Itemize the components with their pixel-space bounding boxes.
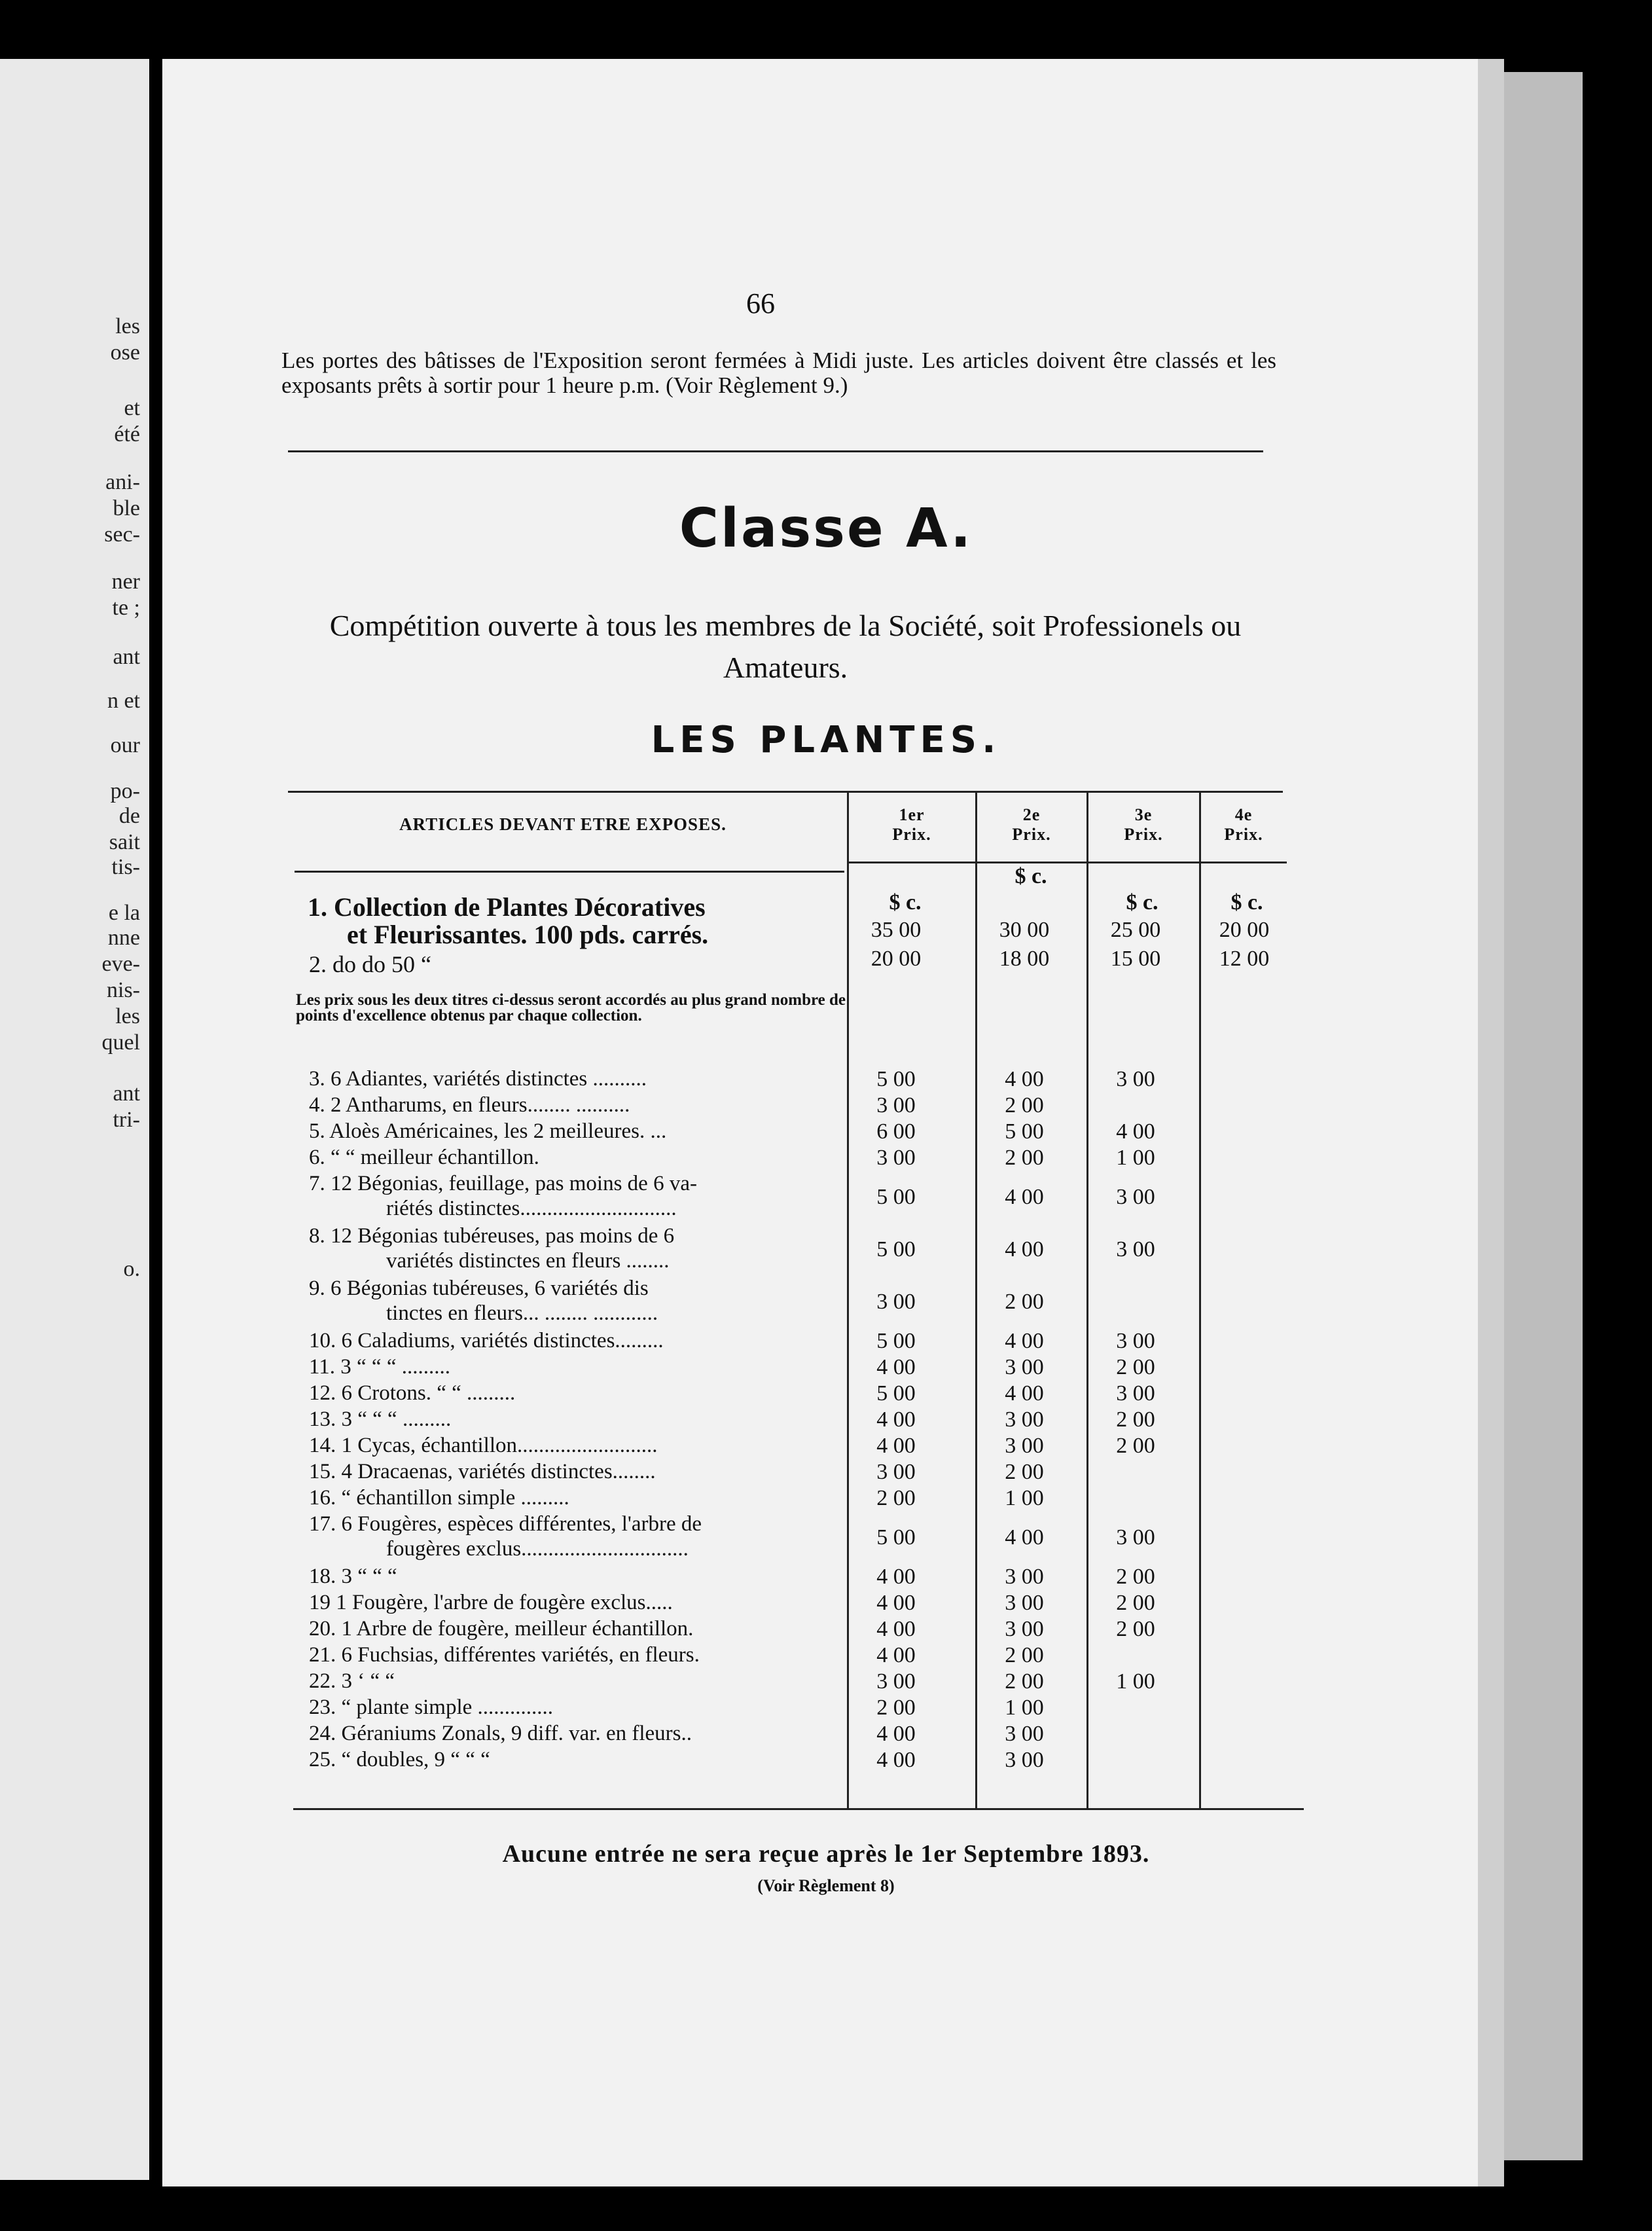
prize-value: 1 00: [1005, 1696, 1044, 1720]
collection-note: Les prix sous les deux titres ci-dessus seront accordés au plus grand nombre de points d'excellence obtenus par chaque collection.: [296, 991, 846, 1025]
prize-value: 4 00: [876, 1748, 916, 1772]
row-label: 18. 3 “ “ “: [309, 1565, 397, 1588]
prize-value: 3 00: [1116, 1237, 1155, 1261]
prize-value: 4 00: [876, 1591, 916, 1615]
prize-word: Prix.: [892, 825, 931, 844]
prize-value: 5 00: [876, 1381, 916, 1406]
row-label: 12. 6 Crotons. “ “ .........: [309, 1381, 516, 1405]
deadline-reference: (Voir Règlement 8): [757, 1876, 895, 1895]
articles-header: ARTICLES DEVANT ETRE EXPOSES.: [399, 814, 727, 834]
prize-value: 35 00: [871, 918, 922, 942]
currency-mark: $ c.: [889, 890, 922, 915]
row-label: 16. “ échantillon simple .........: [309, 1486, 569, 1510]
left-page-fragment: po-: [110, 779, 140, 803]
prize-value: 3 00: [1116, 1185, 1155, 1209]
prize-value: 20 00: [871, 947, 922, 971]
prize-value: 30 00: [999, 918, 1050, 942]
prize-header-2: [979, 805, 1084, 844]
prize-value: 5 00: [876, 1067, 916, 1091]
prize-value: 4 00: [876, 1355, 916, 1379]
row-label-cont: variétés distinctes en fleurs ........: [386, 1249, 670, 1273]
row-label-2: 2. do do 50 “: [309, 951, 431, 977]
prize-value: 18 00: [999, 947, 1050, 971]
row-label: 24. Géraniums Zonals, 9 diff. var. en fleurs..: [309, 1722, 692, 1745]
prize-value: 3 00: [1116, 1525, 1155, 1550]
divider: [288, 450, 1263, 452]
prize-value: 4 00: [1116, 1119, 1155, 1144]
row-label: 25. “ doubles, 9 “ “ “: [309, 1748, 490, 1771]
currency-mark: $ c.: [1230, 890, 1263, 915]
prize-value: 25 00: [1110, 918, 1161, 942]
row-label: 7. 12 Bégonias, feuillage, pas moins de 6 va-: [309, 1172, 697, 1195]
column-rule: [847, 791, 849, 1809]
prize-value: 5 00: [876, 1237, 916, 1261]
prize-value: 2 00: [1005, 1146, 1044, 1170]
prize-ordinal: 4e: [1234, 805, 1253, 824]
prize-value: 2 00: [1116, 1407, 1155, 1432]
left-page-fragment: de: [118, 804, 140, 828]
row-label: 6. “ “ meilleur échantillon.: [309, 1146, 539, 1169]
prize-value: 5 00: [876, 1185, 916, 1209]
prize-value: 2 00: [1116, 1591, 1155, 1615]
class-heading: Classe A.: [679, 498, 973, 560]
prize-value: 2 00: [876, 1696, 916, 1720]
prize-value: 4 00: [876, 1565, 916, 1589]
row-label: 14. 1 Cycas, échantillon..........................: [309, 1434, 658, 1457]
prize-value: 3 00: [1005, 1722, 1044, 1746]
left-page-fragment: ose: [110, 340, 140, 365]
prize-value: 3 00: [1005, 1591, 1044, 1615]
row-label: 3. 6 Adiantes, variétés distinctes ..........: [309, 1067, 647, 1091]
prize-value: 2 00: [876, 1486, 916, 1510]
left-page-fragment: ant: [113, 645, 140, 669]
row-label-cont: riétés distinctes.............................: [386, 1197, 677, 1220]
row-label: 17. 6 Fougères, espèces différentes, l'arbre de: [309, 1512, 702, 1536]
row-label: 21. 6 Fuchsias, différentes variétés, en fleurs.: [309, 1643, 700, 1667]
left-page-fragment: nis-: [107, 978, 140, 1002]
prize-value: 4 00: [876, 1434, 916, 1458]
prize-ordinal: 3e: [1134, 805, 1153, 824]
prize-value: 3 00: [1005, 1407, 1044, 1432]
prize-value: 3 00: [876, 1460, 916, 1484]
prize-word: Prix.: [1224, 825, 1263, 844]
prize-value: 4 00: [1005, 1381, 1044, 1406]
prize-value: 3 00: [1005, 1355, 1044, 1379]
prize-value: 3 00: [1005, 1434, 1044, 1458]
prize-word: Prix.: [1124, 825, 1163, 844]
left-page-fragment: les: [115, 314, 140, 338]
left-page-fragment: n et: [107, 689, 140, 713]
prize-value: 3 00: [1116, 1329, 1155, 1353]
prize-value: 2 00: [1005, 1643, 1044, 1667]
currency-mark: $ c.: [1015, 864, 1047, 888]
left-page-fragment: été: [114, 422, 140, 446]
prize-value: 3 00: [876, 1669, 916, 1694]
intro-paragraph: Les portes des bâtisses de l'Exposition seront fermées à Midi juste. Les articles doivent être classés et les exposants prêts à sortir pour 1 heure p.m. (Voir Règlement 9.): [281, 348, 1276, 398]
prize-value: 12 00: [1219, 947, 1270, 971]
prize-value: 4 00: [876, 1643, 916, 1667]
row-label: 5. Aloès Américaines, les 2 meilleures. ...: [309, 1119, 667, 1143]
prize-value: 1 00: [1005, 1486, 1044, 1510]
left-page-fragment: e la: [108, 901, 140, 925]
section-title: LES PLANTES.: [651, 719, 1001, 761]
prize-value: 2 00: [1005, 1290, 1044, 1314]
left-page-fragment: nne: [107, 926, 140, 950]
left-page-fragment: quel: [101, 1030, 140, 1055]
left-page-fragment: les: [115, 1004, 140, 1028]
prize-value: 4 00: [1005, 1067, 1044, 1091]
table-header-rule: [295, 871, 844, 873]
prize-value: 5 00: [1005, 1119, 1044, 1144]
prize-value: 2 00: [1116, 1355, 1155, 1379]
prize-value: 2 00: [1116, 1617, 1155, 1641]
prize-value: 15 00: [1110, 947, 1161, 971]
left-page-fragment: tis-: [111, 855, 140, 879]
left-page-fragment: ant: [113, 1081, 140, 1106]
competition-text: Compétition ouverte à tous les membres de la Société, soit Professionels ou Amateurs.: [329, 609, 1242, 684]
prize-value: 1 00: [1116, 1669, 1155, 1694]
table-header-rule-prizes: [848, 862, 1287, 863]
left-page-fragment: te ;: [112, 596, 140, 620]
currency-mark: $ c.: [1126, 890, 1158, 915]
table-bottom-rule: [293, 1808, 1304, 1810]
prize-value: 2 00: [1116, 1434, 1155, 1458]
prize-value: 3 00: [1005, 1565, 1044, 1589]
left-page-fragment: o.: [123, 1257, 140, 1281]
prize-value: 4 00: [1005, 1237, 1044, 1261]
table-top-rule: [288, 791, 1283, 793]
row-label: 11. 3 “ “ “ .........: [309, 1355, 450, 1379]
left-page-fragment: tri-: [113, 1108, 140, 1132]
prize-value: 4 00: [876, 1722, 916, 1746]
prize-value: 3 00: [1116, 1381, 1155, 1406]
prize-value: 5 00: [876, 1329, 916, 1353]
prize-value: 4 00: [1005, 1329, 1044, 1353]
row-label: 15. 4 Dracaenas, variétés distinctes........: [309, 1460, 656, 1483]
row-label-cont: fougères exclus...............................: [386, 1537, 689, 1561]
column-rule: [975, 791, 977, 1809]
prize-value: 3 00: [876, 1290, 916, 1314]
row-label: 22. 3 ‘ “ “: [309, 1669, 395, 1693]
prize-value: 3 00: [1005, 1748, 1044, 1772]
prize-value: 1 00: [1116, 1146, 1155, 1170]
left-page-fragment: sait: [109, 830, 140, 854]
left-page-fragment: ner: [111, 570, 140, 594]
row-label-1-cont: et Fleurissantes. 100 pds. carrés.: [347, 920, 709, 949]
column-rule: [1199, 791, 1201, 1809]
column-rule: [1086, 791, 1088, 1809]
prize-value: 3 00: [1005, 1617, 1044, 1641]
left-page-fragment: eve-: [101, 952, 140, 976]
row-label-cont: tinctes en fleurs... ........ ............: [386, 1301, 658, 1325]
row-label: 8. 12 Bégonias tubéreuses, pas moins de 6: [309, 1224, 675, 1248]
prize-value: 2 00: [1005, 1093, 1044, 1117]
row-label: 10. 6 Caladiums, variétés distinctes.........: [309, 1329, 664, 1352]
prize-value: 4 00: [876, 1407, 916, 1432]
left-page-fragment: ani-: [105, 470, 140, 494]
row-label: 9. 6 Bégonias tubéreuses, 6 variétés dis: [309, 1277, 649, 1300]
prize-value: 3 00: [876, 1146, 916, 1170]
row-label: 20. 1 Arbre de fougère, meilleur échantillon.: [309, 1617, 694, 1641]
row-label-1: 1. Collection de Plantes Décoratives: [308, 892, 706, 922]
left-page-fragment: et: [124, 396, 140, 420]
prize-value: 4 00: [1005, 1185, 1044, 1209]
prize-value: 4 00: [876, 1617, 916, 1641]
prize-value: 3 00: [876, 1093, 916, 1117]
prize-header-1: [851, 805, 973, 844]
row-label: 23. “ plante simple ..............: [309, 1696, 554, 1719]
prize-ordinal: 1er: [899, 805, 925, 824]
prize-value: 2 00: [1005, 1669, 1044, 1694]
prize-value: 5 00: [876, 1525, 916, 1550]
prize-value: 2 00: [1116, 1565, 1155, 1589]
left-page-fragment: our: [110, 733, 140, 757]
prize-header-3: [1090, 805, 1196, 844]
prize-word: Prix.: [1012, 825, 1051, 844]
row-label: 19 1 Fougère, l'arbre de fougère exclus.....: [309, 1591, 673, 1614]
prize-value: 4 00: [1005, 1525, 1044, 1550]
prize-value: 2 00: [1005, 1460, 1044, 1484]
prize-header-4: [1203, 805, 1284, 844]
left-page-fragment: ble: [113, 496, 140, 520]
row-label: 13. 3 “ “ “ .........: [309, 1407, 452, 1431]
page-number: 66: [746, 287, 775, 319]
prize-ordinal: 2e: [1022, 805, 1041, 824]
prize-value: 3 00: [1116, 1067, 1155, 1091]
row-label: 4. 2 Antharums, en fleurs........ ..........: [309, 1093, 630, 1117]
deadline-notice: Aucune entrée ne sera reçue après le 1er Septembre 1893.: [502, 1840, 1150, 1868]
prize-value: 20 00: [1219, 918, 1270, 942]
prize-value: 6 00: [876, 1119, 916, 1144]
left-page-fragment: sec-: [104, 522, 140, 547]
